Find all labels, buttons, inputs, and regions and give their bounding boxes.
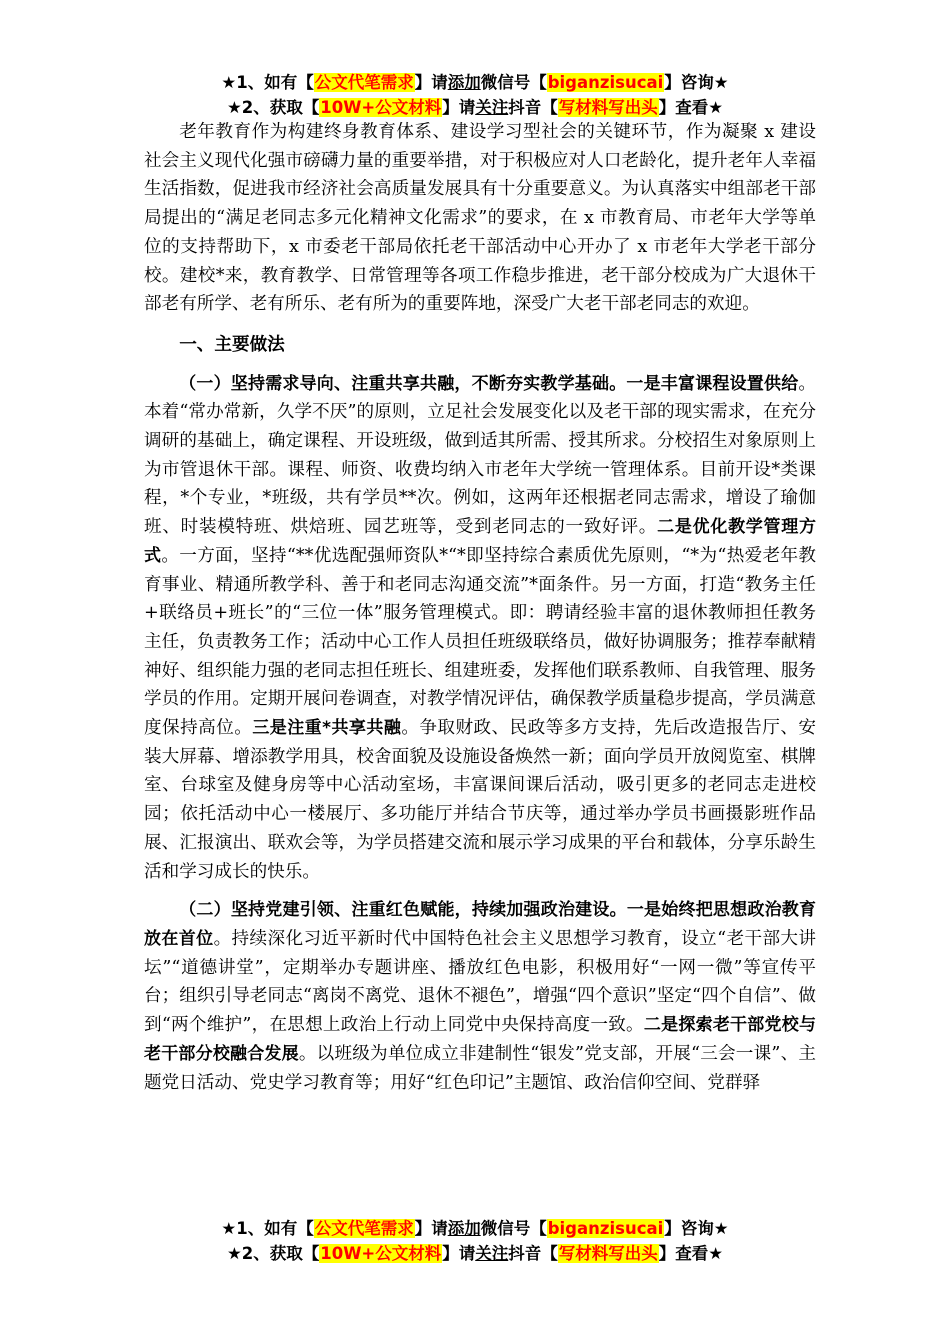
highlight-douyin: 写材料写出头 bbox=[558, 98, 658, 117]
highlight-wechat-id: biganzisucai bbox=[547, 73, 664, 92]
header-banner bbox=[0, 70, 950, 120]
footer-banner bbox=[0, 1216, 950, 1266]
paragraph-1: （一）坚持需求导向、注重共享共融，不断夯实教学基础。一是丰富课程设置供给。本着“常办常新，久学不厌”的原则，立足社会发展变化以及老干部的现实需求，在充分调研的基础上，确定课程、开设班级，做到适其所需、授其所求。分校招生对象原则上为市管退休干部。课程、师资、收费均纳入市老年大学统一管理体系。目前开设*类课程，*个专业，*班级，共有学员**次。例如，这两年还根据老同志需求，增设了瑜伽班、时装模特班、烘焙班、园艺班等，受到老同志的一致好评。二是优化教学管理方式。一方面，坚持“**优选配强师资队*“*即坚持综合素质优先原则，“*为“热爱老年教育事业、精通所教学科、善于和老同志沟通交流”*面条件。另一方面，打造“教务主任+联络员+班长”的“三位一体”服务管理模式。即：聘请经验丰富的退休教师担任教务主任，负责教务工作；活动中心工作人员担任班级联络员，做好协调服务；推荐奉献精神好、组织能力强的老同志担任班长、组建班委，发挥他们联系教师、自我管理、服务学员的作用。定期开展问卷调查，对教学情况评估，确保教学质量稳步提高，学员满意度保持高位。三是注重*共享共融。争取财政、民政等多方支持，先后改造报告厅、安装大屏幕、增添教学用具，校舍面貌及设施设备焕然一新；面向学员开放阅览室、棋牌室、台球室及健身房等中心活动室场，丰富课间课后活动，吸引更多的老同志走进校园；依托活动中心一楼展厅、多功能厅并结合节庆等，通过举办学员书画摄影班作品展、汇报演出、联欢会等，为学员搭建交流和展示学习成果的平台和载体，分享乐龄生活和学习成长的快乐。 bbox=[144, 373, 817, 882]
banner-line-1: ★1、如有【公文代笔需求】请添加微信号【biganzisucai】咨询★ bbox=[221, 73, 729, 92]
highlight-materials: 10W+公文材料 bbox=[320, 98, 442, 117]
section-heading: 一、主要做法 bbox=[179, 334, 285, 355]
document-body bbox=[144, 118, 816, 1097]
footer-line-1: ★1、如有【公文代笔需求】请添加微信号【biganzisucai】咨询★ bbox=[221, 1219, 729, 1238]
intro-paragraph: 老年教育作为构建终身教育体系、建设学习型社会的关键环节，作为凝聚 x 建设社会主义现代化强市磅礴力量的重要举措，对于积极应对人口老龄化，提升老年人幸福生活指数，促进我市经济社会高质量发展具有十分重要意义。为认真落实中组部老干部局提出的“满足老同志多元化精神文化需求”的要求，在 x 市教育局、市老年大学等单位的支持帮助下，x 市委老干部局依托老干部活动中心开办了 x 市老年大学老干部分校。建校*来，教育教学、日常管理等各项工作稳步推进，老干部分校成为广大退休干部老有所学、老有所乐、老有所为的重要阵地，深受广大老干部老同志的欢迎。 bbox=[144, 122, 816, 315]
footer-line-2: ★2、获取【10W+公文材料】请关注抖音【写材料写出头】查看★ bbox=[226, 1244, 724, 1263]
paragraph-2: （二）坚持党建引领、注重红色赋能，持续加强政治建设。一是始终把思想政治教育放在首位。持续深化习近平新时代中国特色社会主义思想学习教育，设立“老干部大讲坛”“道德讲堂”，定期举办专题讲座、播放红色电影，积极用好“一网一微”等宣传平台；组织引导老同志“离岗不离党、退休不褪色”，增强“四个意识”坚定“四个自信”、做到“两个维护”，在思想上政治上行动上同党中央保持高度一致。二是探索老干部党校与老干部分校融合发展。以班级为单位成立非建制性“银发”党支部，开展“三会一课”、主题党日活动、党史学习教育等；用好“红色印记”主题馆、政治信仰空间、党群驿 bbox=[144, 900, 817, 1093]
banner-line-2: ★2、获取【10W+公文材料】请关注抖音【写材料写出头】查看★ bbox=[226, 98, 724, 117]
highlight-service: 公文代笔需求 bbox=[314, 73, 414, 92]
